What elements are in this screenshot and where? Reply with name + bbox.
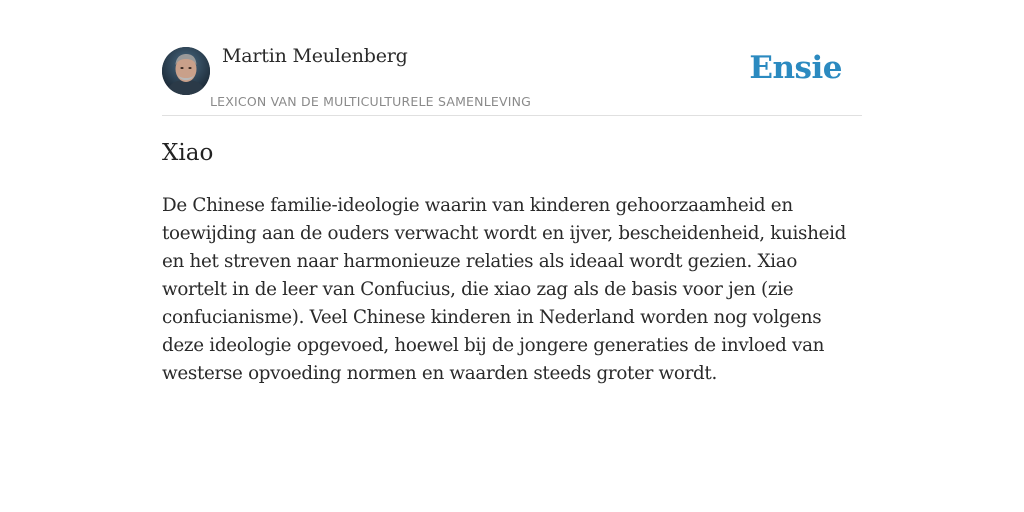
author-name[interactable]: Martin Meulenberg xyxy=(222,45,408,67)
author-avatar[interactable] xyxy=(162,47,210,95)
header-divider xyxy=(162,115,862,116)
brand-logo[interactable]: Ensie xyxy=(749,50,842,86)
entry-title: Xiao xyxy=(162,140,214,166)
entry-definition: De Chinese familie-ideologie waarin van kinderen gehoorzaamheid en toewijding aan de ouders verwacht wordt en ijver, bescheidenheid, kuisheid en het streven naar harmonieuze relaties als ideaal wordt gezien. Xiao wortelt in de leer van Confucius, die xiao zag als de basis voor jen (zie confucianisme). Veel Chinese kinderen in Nederland worden nog volgens deze ideologie opgevoed, hoewel bij de jongere generaties de invloed van westerse opvoeding normen en waarden steeds groter wordt. xyxy=(162,195,847,384)
avatar-photo xyxy=(162,47,210,95)
source-lexicon[interactable]: LEXICON VAN DE MULTICULTURELE SAMENLEVING xyxy=(210,94,532,109)
